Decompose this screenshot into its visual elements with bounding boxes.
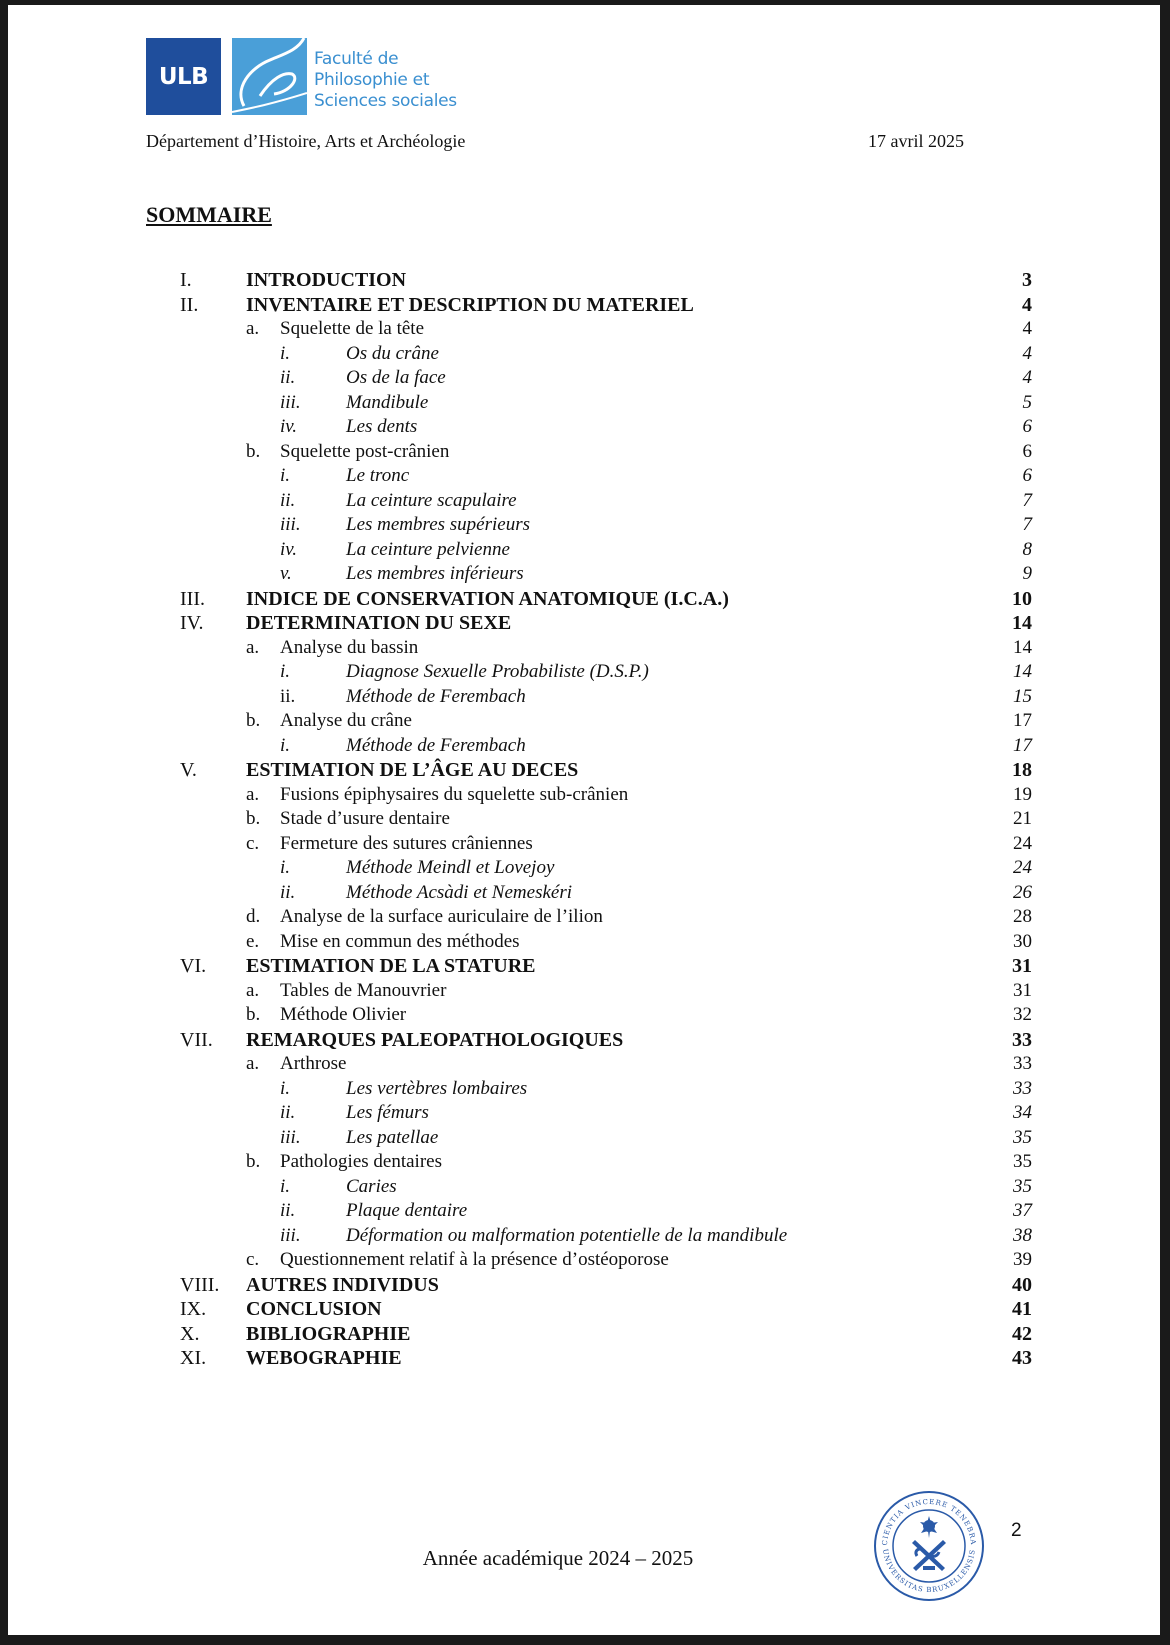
toc-entry-page: 35: [1013, 1175, 1032, 1197]
toc-entry-number: iv.: [280, 538, 298, 560]
toc-entry-label: Os de la face: [346, 367, 446, 388]
toc-entry-label: Squelette de la tête: [280, 318, 425, 339]
toc-entry-label: Analyse du bassin: [280, 636, 419, 658]
faculty-logo-icon: [232, 38, 307, 115]
department-name: Département d’Histoire, Arts et Archéologie: [146, 131, 466, 151]
toc-entry-page: 24: [1013, 857, 1032, 878]
toc-entry-label: Tables de Manouvrier: [280, 979, 447, 1001]
toc-entry-page: 18: [1012, 759, 1032, 781]
toc-entry: [180, 637, 1032, 662]
toc-entry-label: Méthode de Ferembach: [346, 734, 526, 756]
toc-entry-page: 28: [1013, 906, 1032, 927]
toc-entry-label: Mandibule: [346, 391, 429, 413]
toc-entry-page: 14: [1012, 612, 1032, 634]
toc-entry-page: 5: [1022, 391, 1032, 413]
toc-entry-label: ESTIMATION DE L’ÂGE AU DECES: [246, 759, 579, 781]
toc-entry-label: AUTRES INDIVIDUS: [246, 1273, 439, 1296]
toc-entry-number: VI.: [180, 955, 207, 977]
toc-entry-label: La ceinture pelvienne: [346, 538, 510, 560]
toc-entry-label: Plaque dentaire: [346, 1200, 468, 1221]
footer-academic-year: [8, 1546, 1160, 1571]
toc-entry-page: 40: [1012, 1273, 1032, 1296]
toc-entry-page: 4: [1022, 342, 1032, 364]
toc-entry-label: Os du crâne: [346, 342, 439, 364]
faculty-name-line: Faculté de: [314, 49, 399, 69]
toc-entry-number: ii.: [280, 1102, 296, 1123]
toc-entry-number: c.: [246, 1249, 260, 1270]
toc-entry-page: 33: [1012, 1028, 1032, 1051]
toc-entry-label: Les dents: [346, 416, 418, 437]
toc-entry-number: iii.: [280, 1126, 301, 1148]
toc-entry: [180, 1078, 1032, 1103]
toc-entry: [180, 539, 1032, 564]
toc-entry-label: Les vertèbres lombaires: [346, 1077, 528, 1099]
toc-entry: [180, 931, 1032, 956]
toc-entry-page: 3: [1022, 269, 1032, 291]
toc-entry-label: Arthrose: [280, 1053, 347, 1074]
toc-entry-page: 14: [1013, 636, 1032, 658]
toc-entry-label: Méthode Olivier: [280, 1004, 407, 1025]
university-seal-icon: [873, 1490, 985, 1607]
toc-entry: [180, 269, 1032, 294]
toc-entry-page: 14: [1013, 661, 1032, 682]
toc-entry-page: 26: [1013, 881, 1032, 903]
toc-entry-number: i.: [280, 1077, 291, 1099]
toc-entry-label: Caries: [346, 1175, 397, 1197]
toc-entry: [180, 294, 1032, 319]
toc-entry-number: VII.: [180, 1028, 213, 1051]
toc-entry: [180, 1127, 1032, 1152]
toc-entry: [180, 710, 1032, 735]
toc-entry-label: CONCLUSION: [246, 1298, 382, 1320]
toc-entry-page: 42: [1012, 1322, 1032, 1345]
toc-entry: [180, 808, 1032, 833]
toc-entry: [180, 612, 1032, 637]
toc-entry: [180, 1053, 1032, 1078]
toc-entry-page: 4: [1022, 318, 1032, 339]
toc-entry-number: ii.: [280, 685, 296, 707]
toc-entry-page: 38: [1013, 1224, 1032, 1246]
toc-entry-label: INVENTAIRE ET DESCRIPTION DU MATERIEL: [246, 293, 694, 316]
toc-entry-label: Fusions épiphysaires du squelette sub-crânien: [280, 783, 629, 805]
toc-entry-label: BIBLIOGRAPHIE: [246, 1322, 411, 1345]
toc-entry-number: a.: [246, 1053, 260, 1074]
toc-entry-number: ii.: [280, 489, 296, 511]
toc-entry-page: 19: [1013, 783, 1032, 805]
toc-entry-page: 31: [1013, 979, 1032, 1001]
toc-entry-page: 31: [1012, 955, 1032, 977]
toc-entry-number: II.: [180, 293, 199, 316]
toc-entry-number: b.: [246, 808, 261, 829]
toc-entry: [180, 318, 1032, 343]
toc-entry-number: i.: [280, 465, 291, 486]
toc-entry-number: X.: [180, 1322, 200, 1345]
toc-entry-number: v.: [280, 563, 292, 584]
toc-entry: [180, 1249, 1032, 1274]
faculty-name: [314, 49, 457, 112]
toc-entry: [180, 1225, 1032, 1250]
toc-entry-number: b.: [246, 1004, 261, 1025]
toc-entry-label: Analyse de la surface auriculaire de l’ilion: [280, 906, 603, 927]
toc-entry-label: INTRODUCTION: [246, 269, 407, 291]
toc-entry: [180, 1298, 1032, 1323]
toc-entry-number: e.: [246, 930, 260, 952]
toc-entry-number: b.: [246, 440, 261, 462]
toc-entry-page: 30: [1013, 930, 1032, 952]
toc-entry: [180, 490, 1032, 515]
toc-entry-label: REMARQUES PALEOPATHOLOGIQUES: [246, 1028, 624, 1051]
toc-entry-page: 9: [1022, 563, 1032, 584]
toc-entry-page: 33: [1013, 1077, 1032, 1099]
toc-entry-number: a.: [246, 318, 260, 339]
toc-entry-label: Méthode de Ferembach: [346, 685, 526, 707]
toc-entry-label: Méthode Acsàdi et Nemeskéri: [346, 881, 572, 903]
toc-entry-page: 43: [1012, 1347, 1032, 1369]
toc-entry-page: 21: [1013, 808, 1032, 829]
toc-entry-number: iv.: [280, 416, 298, 437]
page-number: 2: [1011, 1520, 1022, 1541]
toc-entry-number: IV.: [180, 612, 204, 634]
toc-entry-number: c.: [246, 832, 260, 854]
toc-entry-page: 17: [1013, 710, 1032, 731]
toc-entry-number: a.: [246, 783, 260, 805]
toc-entry-label: Déformation ou malformation potentielle de la mandibule: [346, 1224, 788, 1246]
toc-entry: [180, 686, 1032, 711]
toc-entry-page: 7: [1022, 489, 1032, 511]
toc-entry-number: iii.: [280, 391, 301, 413]
table-of-contents: [180, 269, 1032, 1372]
toc-entry-label: WEBOGRAPHIE: [246, 1347, 402, 1369]
toc-entry-number: ii.: [280, 1200, 296, 1221]
toc-entry: [180, 735, 1032, 760]
toc-entry-label: DETERMINATION DU SEXE: [246, 612, 512, 634]
toc-entry-label: Les fémurs: [346, 1102, 429, 1123]
toc-entry-label: Méthode Meindl et Lovejoy: [346, 857, 555, 878]
toc-entry-number: V.: [180, 759, 197, 781]
faculty-name-line: Sciences sociales: [314, 91, 457, 111]
toc-entry: [180, 563, 1032, 588]
toc-entry: [180, 784, 1032, 809]
toc-entry-label: Squelette post-crânien: [280, 440, 450, 462]
document-date: 17 avril 2025: [868, 131, 964, 151]
toc-entry-page: 37: [1013, 1200, 1032, 1221]
toc-entry-number: VIII.: [180, 1273, 220, 1296]
toc-entry-label: Fermeture des sutures crâniennes: [280, 832, 533, 854]
toc-entry: [180, 416, 1032, 441]
toc-entry: [180, 857, 1032, 882]
toc-entry-number: XI.: [180, 1347, 207, 1369]
toc-entry: [180, 1004, 1032, 1029]
toc-entry-page: 7: [1022, 514, 1032, 535]
toc-entry-page: 24: [1013, 832, 1032, 854]
toc-entry: [180, 367, 1032, 392]
toc-entry: [180, 343, 1032, 368]
toc-entry: [180, 1347, 1032, 1372]
svg-text:SCIENTIA VINCERE TENEBRAS: [873, 1490, 977, 1546]
toc-entry-page: 15: [1013, 685, 1032, 707]
toc-entry-label: INDICE DE CONSERVATION ANATOMIQUE (I.C.A.): [246, 587, 729, 610]
toc-entry-page: 34: [1013, 1102, 1032, 1123]
toc-entry-number: i.: [280, 342, 291, 364]
toc-entry-number: iii.: [280, 1224, 301, 1246]
ulb-logo: [146, 38, 221, 115]
toc-entry: [180, 465, 1032, 490]
toc-entry-page: 35: [1013, 1151, 1032, 1172]
toc-entry-page: 41: [1012, 1298, 1032, 1320]
page-title: SOMMAIRE: [146, 202, 272, 227]
toc-entry-label: Stade d’usure dentaire: [280, 808, 450, 829]
toc-entry-label: Mise en commun des méthodes: [280, 930, 520, 952]
toc-entry: [180, 955, 1032, 980]
toc-entry-label: Les membres supérieurs: [346, 514, 531, 535]
toc-entry-number: d.: [246, 906, 261, 927]
toc-entry: [180, 1200, 1032, 1225]
toc-entry: [180, 833, 1032, 858]
toc-entry-label: ESTIMATION DE LA STATURE: [246, 955, 536, 977]
toc-entry-page: 35: [1013, 1126, 1032, 1148]
academic-year-text: Année académique 2024 – 2025: [422, 1546, 694, 1570]
toc-entry-label: Le tronc: [346, 465, 410, 486]
toc-entry: [180, 1176, 1032, 1201]
toc-entry: [180, 1323, 1032, 1348]
ulb-logo-text: ULB: [158, 63, 209, 90]
toc-entry: [180, 514, 1032, 539]
toc-entry-page: 39: [1013, 1249, 1032, 1270]
toc-entry-label: Diagnose Sexuelle Probabiliste (D.S.P.): [346, 661, 649, 682]
toc-entry-number: ii.: [280, 881, 296, 903]
toc-entry-number: i.: [280, 661, 291, 682]
toc-entry-page: 33: [1013, 1053, 1032, 1074]
toc-entry-number: ii.: [280, 367, 296, 388]
toc-entry-number: a.: [246, 979, 260, 1001]
toc-entry: [180, 1151, 1032, 1176]
toc-entry-number: IX.: [180, 1298, 207, 1320]
toc-entry-page: 6: [1022, 465, 1032, 486]
toc-entry-page: 17: [1013, 734, 1032, 756]
toc-entry: [180, 1029, 1032, 1054]
toc-entry: [180, 588, 1032, 613]
toc-entry: [180, 1274, 1032, 1299]
toc-entry-page: 8: [1022, 538, 1032, 560]
document-page: [8, 5, 1160, 1635]
toc-entry-number: iii.: [280, 514, 301, 535]
toc-entry: [180, 980, 1032, 1005]
toc-entry-label: La ceinture scapulaire: [346, 489, 517, 511]
toc-entry-page: 4: [1022, 367, 1032, 388]
toc-entry-number: i.: [280, 734, 291, 756]
toc-entry-label: Pathologies dentaires: [280, 1151, 442, 1172]
toc-entry-label: Les patellae: [346, 1126, 439, 1148]
toc-entry-number: i.: [280, 1175, 291, 1197]
toc-entry-number: b.: [246, 710, 261, 731]
toc-entry-label: Questionnement relatif à la présence d’ostéoporose: [280, 1249, 669, 1270]
toc-entry-number: a.: [246, 636, 260, 658]
toc-entry-number: b.: [246, 1151, 261, 1172]
toc-entry-label: Analyse du crâne: [280, 710, 412, 731]
toc-entry-number: III.: [180, 587, 205, 610]
toc-entry: [180, 759, 1032, 784]
toc-entry: [180, 392, 1032, 417]
toc-entry-label: Les membres inférieurs: [346, 563, 524, 584]
toc-entry: [180, 906, 1032, 931]
toc-entry-number: i.: [280, 857, 291, 878]
toc-entry-number: I.: [180, 269, 192, 291]
toc-entry: [180, 1102, 1032, 1127]
toc-entry-page: 6: [1022, 416, 1032, 437]
seal-university-name: UNIVERSITAS BRUXELLENSIS: [881, 1548, 977, 1595]
toc-entry-page: 6: [1022, 440, 1032, 462]
seal-motto: CIENTIA VINCERE TENEBRA: [880, 1497, 978, 1546]
toc-entry-page: 10: [1012, 587, 1032, 610]
toc-entry-page: 32: [1013, 1004, 1032, 1025]
faculty-name-line: Philosophie et: [314, 70, 430, 90]
toc-entry: [180, 661, 1032, 686]
toc-entry: [180, 441, 1032, 466]
toc-entry: [180, 882, 1032, 907]
toc-entry-page: 4: [1022, 293, 1032, 316]
